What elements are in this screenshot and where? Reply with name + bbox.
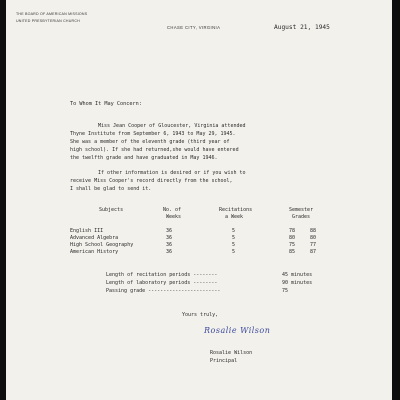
signature: Rosalie Wilson	[204, 326, 271, 335]
period-value: 75	[282, 288, 289, 294]
header-grades-2: Grades	[292, 214, 311, 220]
closing: Yours truly,	[182, 312, 219, 318]
paragraph-line: I shall be glad to send it.	[70, 186, 152, 192]
letterhead-line1: THE BOARD OF AMERICAN MISSIONS	[16, 12, 88, 16]
salutation: To Whom It May Concern:	[70, 101, 142, 107]
grade-2-cell: 80	[310, 235, 317, 241]
subject-cell: American History	[70, 249, 119, 255]
paragraph-line: high school). If she had returned,she would have entered	[70, 147, 239, 153]
recitations-cell: 5	[232, 235, 236, 241]
period-label: Length of recitation periods --------	[106, 272, 218, 278]
weeks-cell: 36	[166, 249, 173, 255]
table-row	[6, 228, 392, 235]
recitations-cell: 5	[232, 249, 236, 255]
table-row	[6, 242, 392, 249]
weeks-cell: 36	[166, 242, 173, 248]
period-label: Passing grade ------------------------	[106, 288, 221, 294]
period-value: 90 minutes	[282, 280, 313, 286]
recitations-cell: 5	[232, 242, 236, 248]
grade-2-cell: 77	[310, 242, 317, 248]
grade-1-cell: 78	[289, 228, 296, 234]
header-recitations-1: Recitations	[219, 207, 253, 213]
header-grades-1: Semester	[289, 207, 314, 213]
letter-date: August 21, 1945	[274, 24, 330, 31]
period-label: Length of laboratory periods --------	[106, 280, 218, 286]
header-weeks-2: Weeks	[166, 214, 182, 220]
header-weeks-1: No. of	[163, 207, 182, 213]
paragraph-line: receive Miss Cooper's record directly from the school,	[70, 178, 233, 184]
letterhead-line2: UNITED PRESBYTERIAN CHURCH	[16, 19, 80, 23]
period-value: 45 minutes	[282, 272, 313, 278]
header-subjects: Subjects	[99, 207, 124, 213]
grade-1-cell: 85	[289, 249, 296, 255]
letterhead-location: CHASE CITY, VIRGINIA	[167, 25, 221, 30]
paragraph-line: If other information is desired or if you wish to	[98, 170, 246, 176]
paragraph-line: Thyne Institute from September 6, 1943 to May 29, 1945.	[70, 131, 236, 137]
header-recitations-2: a Week	[225, 214, 244, 220]
paragraph-line: the twelfth grade and have graduated in May 1946.	[70, 155, 218, 161]
table-row	[6, 235, 392, 242]
subject-cell: High School Geography	[70, 242, 134, 248]
letter-page	[6, 0, 392, 400]
grade-1-cell: 75	[289, 242, 296, 248]
table-row	[6, 249, 392, 256]
signer-title: Principal	[210, 358, 238, 364]
grade-2-cell: 87	[310, 249, 317, 255]
signer-name: Rosalie Wilson	[210, 350, 253, 356]
recitations-cell: 5	[232, 228, 236, 234]
weeks-cell: 36	[166, 235, 173, 241]
subject-cell: English III	[70, 228, 104, 234]
paragraph-line: Miss Jean Cooper of Gloucester, Virginia attended	[98, 123, 246, 129]
weeks-cell: 36	[166, 228, 173, 234]
grade-2-cell: 88	[310, 228, 317, 234]
scan-border-right	[392, 0, 400, 400]
paragraph-line: She was a member of the eleventh grade (third year of	[70, 139, 230, 145]
grade-1-cell: 80	[289, 235, 296, 241]
subject-cell: Advanced Algebra	[70, 235, 119, 241]
